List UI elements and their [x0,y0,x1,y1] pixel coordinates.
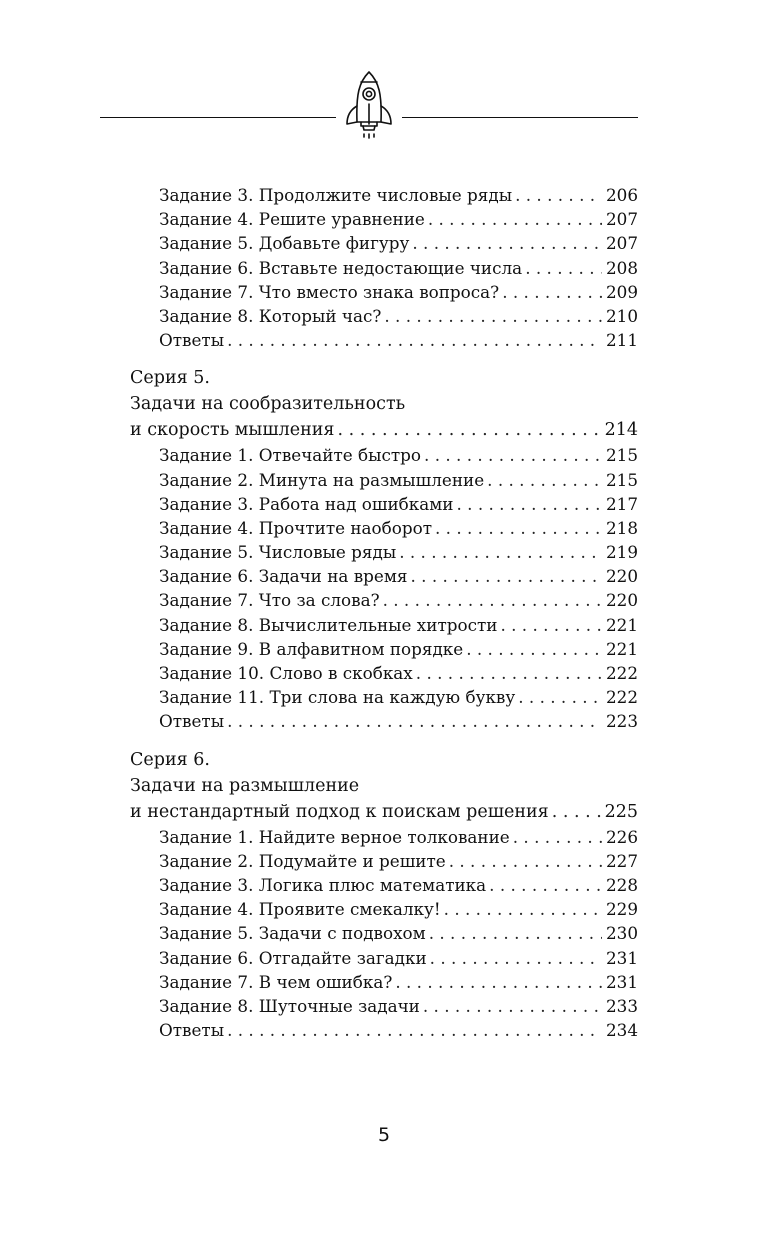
toc-item[interactable]: Задание 7. Что вместо знака вопроса? . . . 209 [130,280,638,304]
series-6-entry[interactable]: и нестандартный подход к поискам решения . . . 225 [130,799,638,825]
page-header [100,68,638,140]
toc-item[interactable]: Задание 4. Проявите смекалку! . . . 229 [130,897,638,921]
toc-item[interactable]: Задание 7. В чем ошибка? . . . 231 [130,970,638,994]
page-number: 5 [377,1124,391,1146]
table-of-contents [130,183,638,1042]
toc-item[interactable]: Задание 6. Задачи на время . . . 220 [130,564,638,588]
toc-item[interactable]: Задание 3. Продолжите числовые ряды . . . 206 [130,183,638,207]
toc-item[interactable]: Задание 9. В алфавитном порядке . . . 221 [130,637,638,661]
toc-item[interactable]: Задание 8. Который час? . . . 210 [130,304,638,328]
toc-item[interactable]: Задание 3. Работа над ошибками . . . 217 [130,492,638,516]
toc-item-answers[interactable]: Ответы . . . 211 [130,328,638,352]
toc-item[interactable]: Задание 6. Отгадайте загадки . . . 231 [130,946,638,970]
header-rule-right [402,117,638,118]
toc-item[interactable]: Задание 4. Решите уравнение . . . 207 [130,207,638,231]
toc-item[interactable]: Задание 8. Шуточные задачи . . . 233 [130,994,638,1018]
toc-item[interactable]: Задание 4. Прочтите наоборот . . . 218 [130,516,638,540]
toc-item[interactable]: Задание 10. Слово в скобках . . . 222 [130,661,638,685]
toc-item[interactable]: Задание 5. Добавьте фигуру . . . 207 [130,231,638,255]
series-5-title: Задачи на сообразительность [130,394,406,415]
rocket-icon [342,68,396,140]
header-rule-left [100,117,336,118]
series-6-title: Задачи на размышление [130,775,360,796]
toc-item[interactable]: Задание 5. Числовые ряды . . . 219 [130,540,638,564]
toc-item[interactable]: Задание 1. Найдите верное толкование . . . 226 [130,825,638,849]
toc-item[interactable]: Задание 1. Отвечайте быстро . . . 215 [130,443,638,467]
toc-item[interactable]: Задание 5. Задачи с подвохом . . . 230 [130,921,638,945]
toc-item-answers[interactable]: Ответы . . . 223 [130,709,638,733]
series-6-label: Серия 6. [130,749,210,770]
toc-item[interactable]: Задание 8. Вычислительные хитрости . . . 221 [130,613,638,637]
toc-item[interactable]: Задание 3. Логика плюс математика . . . 228 [130,873,638,897]
toc-item[interactable]: Задание 2. Минута на размышление . . . 215 [130,468,638,492]
toc-item[interactable]: Задание 6. Вставьте недостающие числа . . . 208 [130,256,638,280]
toc-item[interactable]: Задание 2. Подумайте и решите . . . 227 [130,849,638,873]
toc-item-answers[interactable]: Ответы . . . 234 [130,1018,638,1042]
toc-item[interactable]: Задание 7. Что за слова? . . . 220 [130,588,638,612]
series-5-entry[interactable]: и скорость мышления . . . 214 [130,417,638,443]
series-5-label: Серия 5. [130,368,210,389]
toc-item[interactable]: Задание 11. Три слова на каждую букву . . . 222 [130,685,638,709]
